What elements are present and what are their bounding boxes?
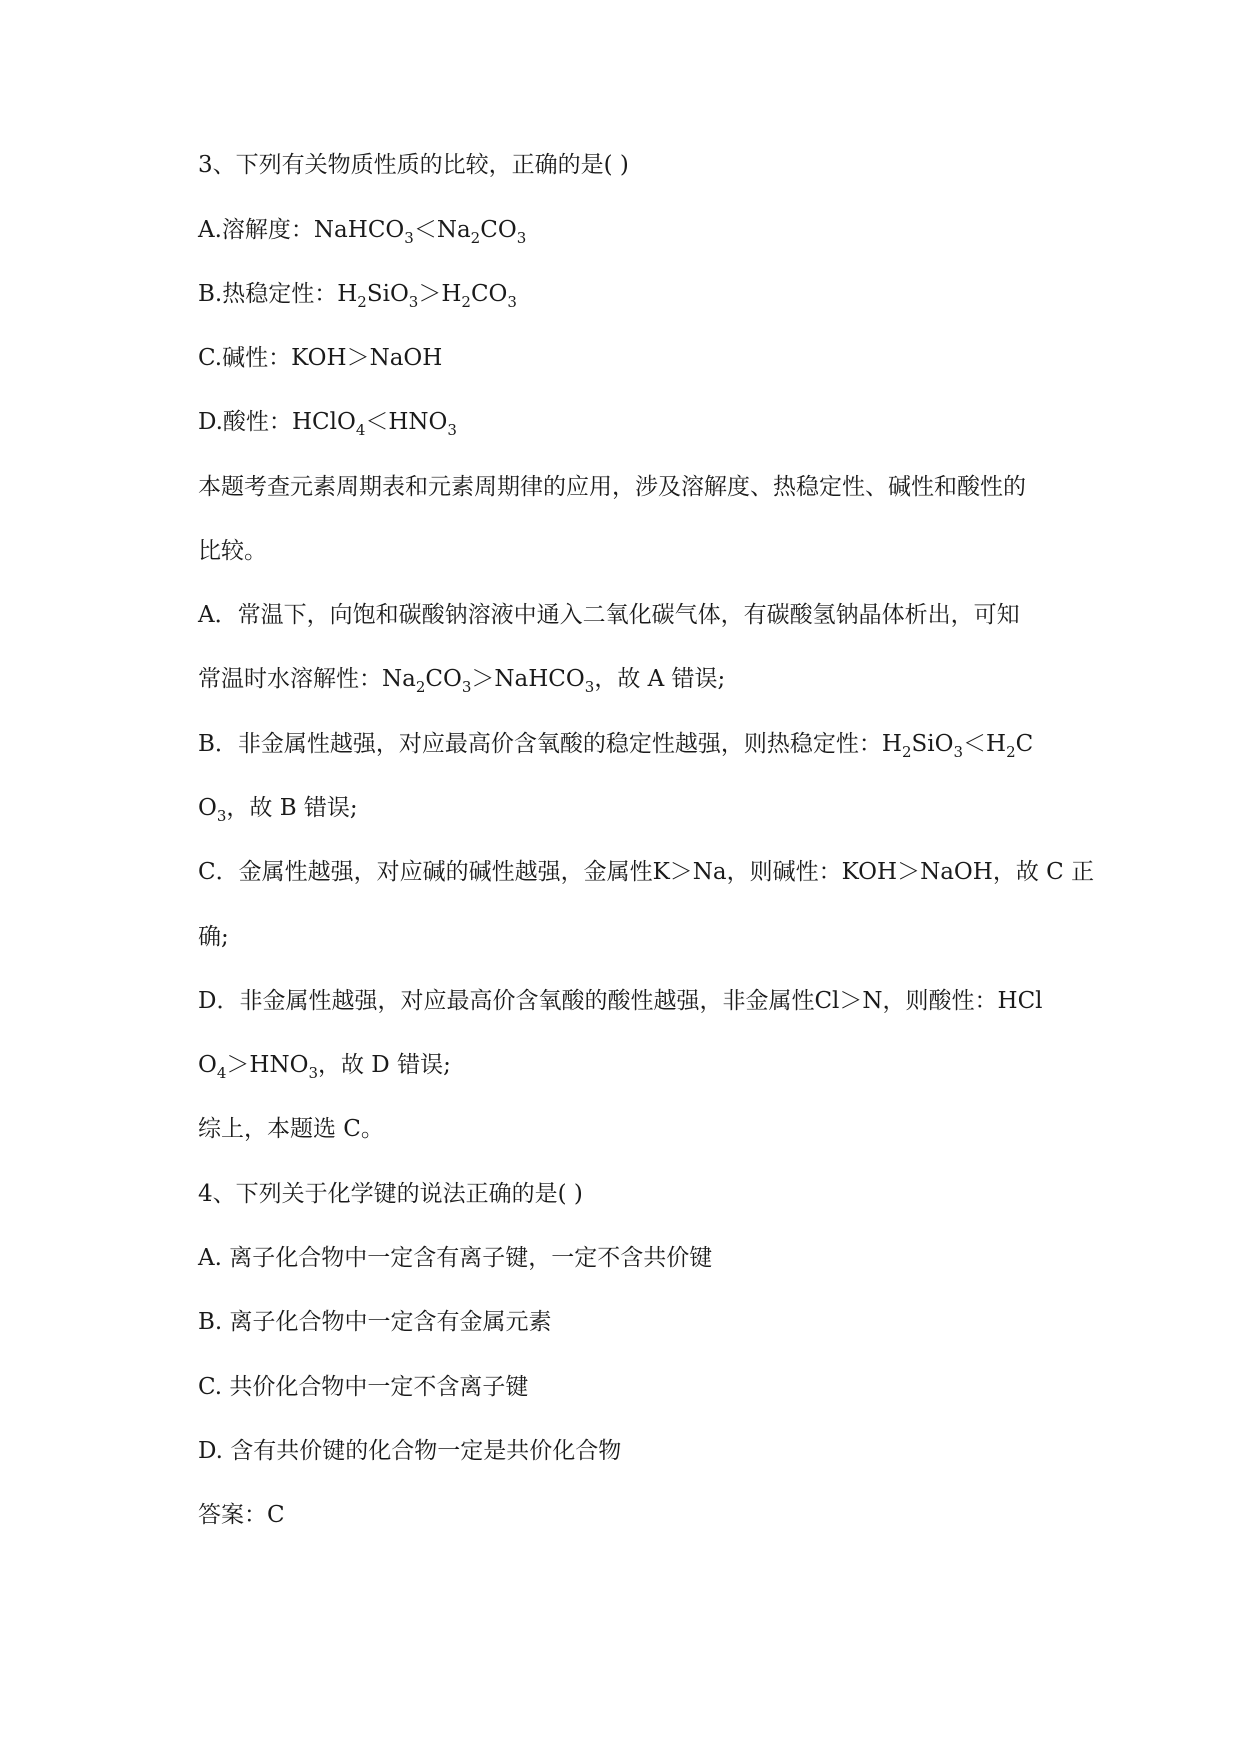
q4-option-a: A. 离子化合物中一定含有离子键，一定不含共价键 — [198, 1245, 713, 1271]
q3-stem: 3、下列有关物质性质的比较，正确的是( ) — [198, 152, 629, 178]
q4-stem: 4、下列关于化学键的说法正确的是( ) — [198, 1181, 583, 1207]
analysis-summary: 综上，本题选 C。 — [198, 1116, 384, 1142]
analysis-b-line1: B．非金属性越强，对应最高价含氧酸的稳定性越强，则热稳定性：$H_2SiO_3<H_2C$ — [198, 731, 1034, 761]
analysis-intro-line2: 比较。 — [198, 538, 267, 564]
analysis-b-line2: $O_3$，故 B 错误; — [198, 795, 358, 825]
analysis-d-line2: $O_4>HNO_3$，故 D 错误; — [198, 1052, 451, 1082]
q3-option-d: D.酸性：$HClO_4<HNO_3$ — [198, 409, 457, 439]
q4-option-b: B. 离子化合物中一定含有金属元素 — [198, 1309, 552, 1335]
q4-option-d: D. 含有共价键的化合物一定是共价化合物 — [198, 1438, 622, 1464]
analysis-a-line1: A．常温下，向饱和碳酸钠溶液中通入二氧化碳气体，有碳酸氢钠晶体析出，可知 — [198, 602, 1020, 628]
q4-answer: 答案：C — [198, 1502, 285, 1528]
analysis-d-line1: D．非金属性越强，对应最高价含氧酸的酸性越强，非金属性Cl＞N，则酸性：HCl — [198, 988, 1043, 1014]
analysis-c-line2: 确; — [198, 924, 229, 950]
q3-option-c: C.碱性：KOH＞NaOH — [198, 345, 443, 371]
analysis-c-line1: C．金属性越强，对应碱的碱性越强，金属性K＞Na，则碱性：KOH＞NaOH，故 C 正 — [198, 859, 1095, 885]
analysis-intro-line1: 本题考查元素周期表和元素周期律的应用，涉及溶解度、热稳定性、碱性和酸性的 — [198, 474, 1026, 500]
q3-option-a: A.溶解度：$NaHCO_3<Na_2CO_3$ — [198, 217, 527, 247]
q3-option-b: B.热稳定性：$H_2SiO_3>H_2CO_3$ — [198, 281, 517, 311]
q4-option-c: C. 共价化合物中一定不含离子键 — [198, 1374, 529, 1400]
analysis-a-line2: 常温时水溶解性：$Na_2CO_3>NaHCO_3$，故 A 错误; — [198, 666, 726, 696]
